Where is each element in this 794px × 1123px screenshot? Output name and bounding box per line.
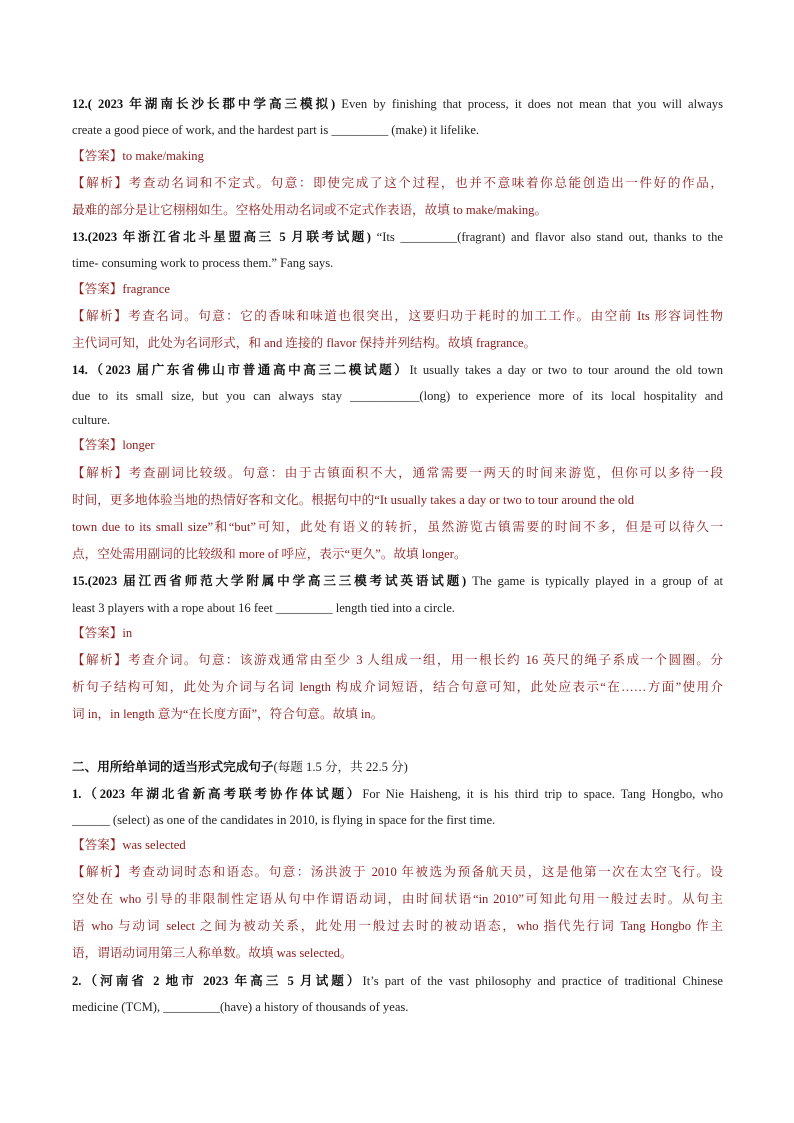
q14-answer: longer: [122, 438, 155, 452]
q12-number: 12.: [72, 97, 88, 111]
analysis-tag: 【解析】: [72, 653, 128, 667]
s1-analysis-1: 考查动词时态和语态。句意：汤洪波于 2010 年被选为预备航天员，这是他第一次在太空飞行。设: [128, 865, 723, 879]
analysis-tag: 【解析】: [72, 309, 129, 323]
answer-tag: 【答案】: [72, 626, 123, 640]
analysis-tag: 【解析】: [72, 176, 129, 190]
s1-question-line-2: ______ (select) as one of the candidates in 2010, is flying in space for the first time.: [72, 813, 496, 827]
q13-answer-line: [72, 281, 723, 297]
q12-text-1: Even by finishing that process, it does not mean that you will always: [335, 97, 723, 111]
q12-answer: to make/making: [122, 149, 204, 163]
q15-analysis-line-1: [72, 652, 723, 668]
s1-question-line-1: [72, 786, 723, 802]
s1-answer-line: [72, 837, 723, 853]
q14-analysis-line-1: [72, 465, 723, 481]
s1-analysis-line-4: 语，谓语动词用第三人称单数。故填 was selected。: [72, 946, 353, 960]
answer-tag: 【答案】: [72, 149, 123, 163]
q15-analysis-line-2: 析句子结构可知，此处为介词与名词 length 构成介词短语，结合句意可知，此处应表示“在……方面”使用介: [72, 680, 723, 694]
q12-analysis-line-2: 最难的部分是让它栩栩如生。空格处用动名词或不定式作表语，故填 to make/making。: [72, 203, 548, 217]
q14-text-1: It usually takes a day or two to tour around the old town: [409, 363, 723, 377]
analysis-tag: 【解析】: [72, 466, 129, 480]
q13-number: 13.: [72, 230, 88, 244]
q14-analysis-line-2: 时间，更多地体验当地的热情好客和文化。根据句中的“It usually takes a day or two to tour around the old: [72, 493, 635, 507]
q14-question-line-1: [72, 362, 723, 378]
q12-source: ( 2023 年湖南长沙长郡中学高三模拟): [87, 97, 336, 111]
q13-question-line-1: [72, 229, 723, 245]
q13-question-line-2: time- consuming work to process them.” Fang says.: [72, 256, 334, 270]
s1-text-1: For Nie Haisheng, it is his third trip to space. Tang Hongbo, who: [362, 787, 723, 801]
analysis-tag: 【解析】: [72, 865, 129, 879]
s2-source: （河南省 2 地市 2023 年高三 5 月试题）: [81, 974, 363, 988]
q15-analysis-line-3: 词 in，in length 意为“在长度方面”，符合句意。故填 in。: [72, 707, 384, 721]
q12-analysis-1: 考查动名词和不定式。句意：即使完成了这个过程，也并不意味着你总能创造出一件好的作品，: [128, 176, 723, 190]
q15-answer: in: [122, 626, 133, 640]
section-heading: [72, 759, 723, 775]
q14-source: （2023 届广东省佛山市普通高中高三二模试题）: [87, 363, 410, 377]
answer-tag: 【答案】: [72, 838, 123, 852]
s1-analysis-line-2: 空处在 who 引导的非限制性定语从句中作谓语动词，由时间状语“in 2010”可知此句用一般过去时。从句主: [72, 892, 723, 906]
q12-analysis-line-1: [72, 175, 723, 191]
q13-analysis-line-2: 主代词可知，此处为名词形式，和 and 连接的 flavor 保持并列结构。故填 fragrance。: [72, 336, 537, 350]
q12-question-line-2: create a good piece of work, and the hardest part is _________ (make) it lifelike.: [72, 123, 480, 137]
q13-analysis-1: 考查名词。句意：它的香味和味道也很突出，这要归功于耗时的加工工作。由空前 Its 形容词性物: [128, 309, 723, 323]
section-score-note: (每题 1.5 分，共 22.5 分): [273, 760, 408, 774]
q14-number: 14.: [72, 363, 88, 377]
s1-analysis-line-1: [72, 864, 723, 880]
s1-answer: was selected: [122, 838, 186, 852]
section-title: 二、用所给单词的适当形式完成句子: [72, 760, 274, 774]
q13-text-1: “Its _________(fragrant) and flavor also stand out, thanks to the: [370, 230, 723, 244]
q14-answer-line: [72, 437, 723, 453]
s1-number: 1.: [72, 787, 82, 801]
answer-tag: 【答案】: [72, 282, 123, 296]
q13-source: (2023 年浙江省北斗星盟高三 5 月联考试题): [87, 230, 371, 244]
q13-analysis-line-1: [72, 308, 723, 324]
q14-analysis-line-4: 点，空处需用副词的比较级和 more of 呼应，表示“更久”。故填 longer。: [72, 547, 467, 561]
q15-question-line-1: [72, 573, 723, 589]
q12-question-line-1: [72, 96, 723, 112]
answer-tag: 【答案】: [72, 438, 123, 452]
s1-source: （2023 年湖北省新高考联考协作体试题）: [81, 787, 363, 801]
s2-number: 2.: [72, 974, 82, 988]
q15-source: (2023 届江西省师范大学附属中学高三三模考试英语试题): [87, 574, 467, 588]
q15-question-line-2: least 3 players with a rope about 16 feet _________ length tied into a circle.: [72, 601, 455, 615]
q15-analysis-1: 考查介词。句意：该游戏通常由至少 3 人组成一组，用一根长约 16 英尺的绳子系成一个圆圈。分: [127, 653, 723, 667]
q14-question-line-3: culture.: [72, 413, 111, 427]
q15-text-1: The game is typically played in a group of at: [466, 574, 723, 588]
s1-analysis-line-3: 语 who 与动词 select 之间为被动关系，此处用一般过去时的被动语态，who 指代先行词 Tang Hongbo 作主: [72, 919, 723, 933]
q15-number: 15.: [72, 574, 88, 588]
q14-question-line-2: due to its small size, but you can always stay ___________(long) to experience more of its local hospitality and: [72, 389, 723, 403]
s2-question-line-1: [72, 973, 723, 989]
s2-text-1: It’s part of the vast philosophy and practice of traditional Chinese: [362, 974, 723, 988]
q14-analysis-1: 考查副词比较级。句意：由于古镇面积不大，通常需要一两天的时间来游览，但你可以多待一段: [128, 466, 723, 480]
q13-answer: fragrance: [122, 282, 170, 296]
q14-analysis-line-3: town due to its small size”和“but”可知，此处有语义的转折，虽然游览古镇需要的时间不多，但是可以待久一: [72, 520, 723, 534]
q12-answer-line: [72, 148, 723, 164]
q15-answer-line: [72, 625, 723, 641]
s2-question-line-2: medicine (TCM), _________(have) a history of thousands of yeas.: [72, 1000, 409, 1014]
